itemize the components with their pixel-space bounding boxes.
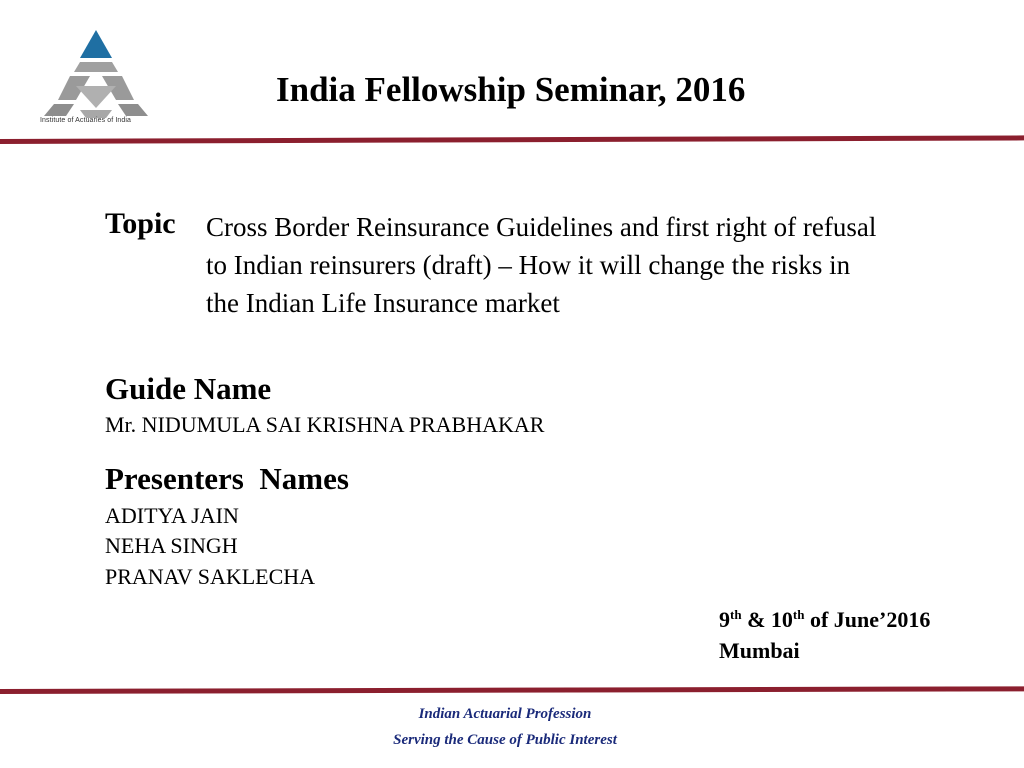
presenter-name: NEHA SINGH <box>105 533 238 558</box>
presenter-name: ADITYA JAIN <box>105 503 239 528</box>
guide-heading: Guide Name <box>105 371 272 406</box>
event-day2: 10 <box>770 607 793 632</box>
top-divider <box>0 135 1024 144</box>
page-title: India Fellowship Seminar, 2016 <box>276 70 746 109</box>
institute-logo <box>36 26 156 130</box>
presenter-name: PRANAV SAKLECHA <box>105 564 316 589</box>
event-city: Mumbai <box>719 638 800 663</box>
bottom-divider <box>0 686 1024 694</box>
event-amp: & <box>747 607 766 632</box>
event-month-year: of June’2016 <box>809 607 931 632</box>
topic-label: Topic <box>105 207 176 240</box>
topic-text: Cross Border Reinsurance Guidelines and first right of refusal to Indian reinsurers (draft) – How it will change the risks in the Indian Life Insurance market <box>206 212 877 318</box>
presenters-heading: Presenters Names <box>105 461 349 496</box>
event-date <box>719 604 930 635</box>
footer-line-1: Indian Actuarial Profession <box>418 706 592 722</box>
event-date-place <box>719 604 930 666</box>
event-day2-suffix: th <box>792 607 805 622</box>
footer-line-2: Serving the Cause of Public Interest <box>393 732 617 748</box>
event-day1: 9 <box>719 607 730 632</box>
logo-caption: Institute of Actuaries of India <box>40 117 132 124</box>
guide-name: Mr. NIDUMULA SAI KRISHNA PRABHAKAR <box>105 412 545 437</box>
event-day1-suffix: th <box>730 607 742 622</box>
